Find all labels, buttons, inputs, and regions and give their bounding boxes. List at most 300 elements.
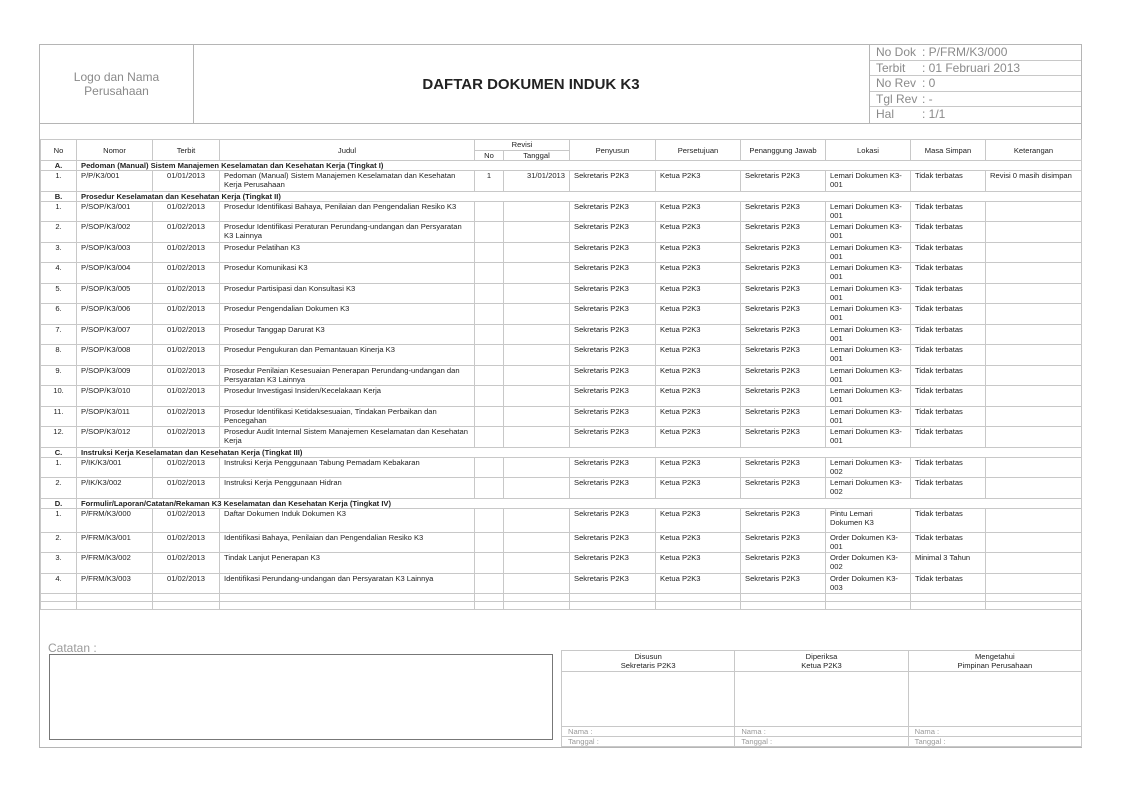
row-persetujuan: Ketua P2K3 <box>656 573 741 594</box>
row-terbit: 01/02/2013 <box>153 532 220 553</box>
row-penanggung-jawab: Sekretaris P2K3 <box>741 304 826 325</box>
row-penanggung-jawab: Sekretaris P2K3 <box>741 457 826 478</box>
col-header-persetujuan: Persetujuan <box>656 140 741 161</box>
row-no: 4. <box>41 573 77 594</box>
col-header-terbit: Terbit <box>153 140 220 161</box>
row-terbit: 01/02/2013 <box>153 324 220 345</box>
row-penanggung-jawab: Sekretaris P2K3 <box>741 478 826 499</box>
empty-cell <box>911 594 986 602</box>
row-revisi-no <box>475 508 504 532</box>
row-revisi-tanggal <box>504 242 570 263</box>
row-persetujuan: Ketua P2K3 <box>656 345 741 366</box>
row-keterangan <box>986 324 1082 345</box>
row-judul: Identifikasi Bahaya, Penilaian dan Pengendalian Resiko K3 <box>220 532 475 553</box>
signature-tanggal-label: Tanggal : <box>735 737 908 747</box>
row-masa-simpan: Tidak terbatas <box>911 406 986 427</box>
section-code: D. <box>41 498 77 508</box>
row-penanggung-jawab: Sekretaris P2K3 <box>741 242 826 263</box>
row-judul: Prosedur Tanggap Darurat K3 <box>220 324 475 345</box>
row-terbit: 01/02/2013 <box>153 478 220 499</box>
row-revisi-no <box>475 304 504 325</box>
row-terbit: 01/02/2013 <box>153 553 220 574</box>
row-judul: Identifikasi Perundang-undangan dan Persyaratan K3 Lainnya <box>220 573 475 594</box>
row-no: 2. <box>41 478 77 499</box>
row-nomor: P/SOP/K3/011 <box>77 406 153 427</box>
row-judul: Prosedur Identifikasi Peraturan Perundang-undangan dan Persyaratan K3 Lainnya <box>220 222 475 243</box>
row-penyusun: Sekretaris P2K3 <box>570 283 656 304</box>
row-revisi-tanggal <box>504 406 570 427</box>
row-keterangan <box>986 573 1082 594</box>
table-row <box>41 263 1082 284</box>
signature-header-row <box>562 651 1082 672</box>
table-header-row <box>41 140 1082 151</box>
empty-cell <box>475 602 504 610</box>
catatan-box[interactable] <box>49 654 553 740</box>
signature-space-row <box>562 672 1082 727</box>
empty-cell <box>41 594 77 602</box>
empty-row <box>41 602 1082 610</box>
row-terbit: 01/02/2013 <box>153 573 220 594</box>
row-masa-simpan: Tidak terbatas <box>911 222 986 243</box>
document-info <box>870 45 1081 123</box>
row-persetujuan: Ketua P2K3 <box>656 304 741 325</box>
row-persetujuan: Ketua P2K3 <box>656 263 741 284</box>
row-judul: Prosedur Komunikasi K3 <box>220 263 475 284</box>
empty-cell <box>656 602 741 610</box>
table-row <box>41 283 1082 304</box>
section-title: Prosedur Keselamatan dan Kesehatan Kerja (Tingkat II) <box>77 191 1082 201</box>
row-masa-simpan: Tidak terbatas <box>911 304 986 325</box>
row-penanggung-jawab: Sekretaris P2K3 <box>741 222 826 243</box>
row-judul: Prosedur Identifikasi Bahaya, Penilaian dan Pengendalian Resiko K3 <box>220 201 475 222</box>
row-lokasi: Lemari Dokumen K3-001 <box>826 263 911 284</box>
empty-cell <box>570 594 656 602</box>
row-persetujuan: Ketua P2K3 <box>656 457 741 478</box>
row-lokasi: Lemari Dokumen K3-001 <box>826 283 911 304</box>
col-header-revisi: Revisi <box>475 140 570 151</box>
row-lokasi: Lemari Dokumen K3-001 <box>826 365 911 386</box>
row-lokasi: Lemari Dokumen K3-001 <box>826 324 911 345</box>
row-revisi-tanggal <box>504 222 570 243</box>
row-persetujuan: Ketua P2K3 <box>656 324 741 345</box>
doc-info-row <box>870 61 1081 77</box>
row-nomor: P/SOP/K3/007 <box>77 324 153 345</box>
row-keterangan <box>986 345 1082 366</box>
row-revisi-tanggal <box>504 304 570 325</box>
row-penyusun: Sekretaris P2K3 <box>570 201 656 222</box>
doc-info-value: : P/FRM/K3/000 <box>922 45 1008 59</box>
row-nomor: P/SOP/K3/002 <box>77 222 153 243</box>
row-persetujuan: Ketua P2K3 <box>656 386 741 407</box>
row-terbit: 01/02/2013 <box>153 242 220 263</box>
col-header-lokasi: Lokasi <box>826 140 911 161</box>
signature-space[interactable] <box>908 672 1081 727</box>
table-row <box>41 242 1082 263</box>
doc-info-key: No Rev <box>876 76 917 91</box>
table-row <box>41 457 1082 478</box>
row-penyusun: Sekretaris P2K3 <box>570 508 656 532</box>
section-header-row <box>41 498 1082 508</box>
row-revisi-no <box>475 201 504 222</box>
row-revisi-no <box>475 345 504 366</box>
row-penyusun: Sekretaris P2K3 <box>570 427 656 448</box>
row-terbit: 01/02/2013 <box>153 406 220 427</box>
col-header-judul: Judul <box>220 140 475 161</box>
catatan-label: Catatan : <box>48 641 97 655</box>
row-no: 2. <box>41 222 77 243</box>
section-header-row <box>41 447 1082 457</box>
row-judul: Prosedur Audit Internal Sistem Manajemen Keselamatan dan Kesehatan Kerja <box>220 427 475 448</box>
doc-info-value: : - <box>922 91 933 106</box>
row-terbit: 01/02/2013 <box>153 365 220 386</box>
row-penanggung-jawab: Sekretaris P2K3 <box>741 345 826 366</box>
row-penyusun: Sekretaris P2K3 <box>570 242 656 263</box>
row-penanggung-jawab: Sekretaris P2K3 <box>741 427 826 448</box>
row-penanggung-jawab: Sekretaris P2K3 <box>741 263 826 284</box>
signature-tanggal-label: Tanggal : <box>908 737 1081 747</box>
row-lokasi: Order Dokumen K3-003 <box>826 573 911 594</box>
table-row <box>41 427 1082 448</box>
empty-cell <box>826 602 911 610</box>
section-header-row <box>41 191 1082 201</box>
row-penanggung-jawab: Sekretaris P2K3 <box>741 553 826 574</box>
row-masa-simpan: Tidak terbatas <box>911 324 986 345</box>
empty-cell <box>153 602 220 610</box>
table-row <box>41 386 1082 407</box>
row-keterangan <box>986 386 1082 407</box>
row-revisi-tanggal <box>504 573 570 594</box>
row-keterangan <box>986 201 1082 222</box>
row-nomor: P/FRM/K3/001 <box>77 532 153 553</box>
row-nomor: P/IK/K3/001 <box>77 457 153 478</box>
row-penanggung-jawab: Sekretaris P2K3 <box>741 532 826 553</box>
row-masa-simpan: Tidak terbatas <box>911 532 986 553</box>
row-lokasi: Pintu Lemari Dokumen K3 <box>826 508 911 532</box>
signature-name: Sekretaris P2K3 <box>620 661 676 670</box>
row-masa-simpan: Tidak terbatas <box>911 242 986 263</box>
row-revisi-no <box>475 532 504 553</box>
row-judul: Prosedur Pelatihan K3 <box>220 242 475 263</box>
row-penyusun: Sekretaris P2K3 <box>570 457 656 478</box>
table-row <box>41 573 1082 594</box>
row-revisi-no <box>475 406 504 427</box>
signature-nama-row <box>562 727 1082 737</box>
table-row <box>41 201 1082 222</box>
signature-space[interactable] <box>562 672 735 727</box>
signature-name: Pimpinan Perusahaan <box>957 661 1033 670</box>
row-penyusun: Sekretaris P2K3 <box>570 304 656 325</box>
doc-info-key: Terbit <box>876 60 906 75</box>
row-nomor: P/IK/K3/002 <box>77 478 153 499</box>
row-judul: Prosedur Pengukuran dan Pemantauan Kinerja K3 <box>220 345 475 366</box>
row-penyusun: Sekretaris P2K3 <box>570 365 656 386</box>
signature-table <box>561 650 1082 747</box>
row-persetujuan: Ketua P2K3 <box>656 222 741 243</box>
section-code: B. <box>41 191 77 201</box>
row-no: 12. <box>41 427 77 448</box>
row-revisi-no <box>475 263 504 284</box>
row-keterangan <box>986 406 1082 427</box>
table-row <box>41 508 1082 532</box>
doc-info-value: : 0 <box>922 76 936 91</box>
row-judul: Tindak Lanjut Penerapan K3 <box>220 553 475 574</box>
empty-row <box>41 594 1082 602</box>
table-body <box>41 161 1082 610</box>
row-revisi-no <box>475 427 504 448</box>
doc-info-value: : 01 Februari 2013 <box>922 60 1021 75</box>
row-persetujuan: Ketua P2K3 <box>656 427 741 448</box>
signature-header-mengetahui <box>908 651 1081 672</box>
col-header-no: No <box>41 140 77 161</box>
row-no: 4. <box>41 263 77 284</box>
row-masa-simpan: Tidak terbatas <box>911 283 986 304</box>
empty-cell <box>741 602 826 610</box>
col-header-revisi-tanggal: Tanggal <box>504 150 570 161</box>
row-keterangan <box>986 365 1082 386</box>
row-revisi-tanggal <box>504 508 570 532</box>
row-judul: Daftar Dokumen Induk Dokumen K3 <box>220 508 475 532</box>
row-revisi-no <box>475 457 504 478</box>
empty-cell <box>220 602 475 610</box>
row-penyusun: Sekretaris P2K3 <box>570 553 656 574</box>
row-nomor: P/P/K3/001 <box>77 171 153 192</box>
empty-cell <box>986 594 1082 602</box>
row-revisi-no <box>475 386 504 407</box>
row-masa-simpan: Tidak terbatas <box>911 508 986 532</box>
row-keterangan <box>986 263 1082 284</box>
table-row <box>41 553 1082 574</box>
row-nomor: P/SOP/K3/010 <box>77 386 153 407</box>
row-keterangan: Revisi 0 masih disimpan <box>986 171 1082 192</box>
row-revisi-no <box>475 324 504 345</box>
row-nomor: P/SOP/K3/009 <box>77 365 153 386</box>
row-lokasi: Lemari Dokumen K3-001 <box>826 427 911 448</box>
table-row <box>41 532 1082 553</box>
row-penyusun: Sekretaris P2K3 <box>570 478 656 499</box>
row-persetujuan: Ketua P2K3 <box>656 532 741 553</box>
row-keterangan <box>986 242 1082 263</box>
row-lokasi: Lemari Dokumen K3-001 <box>826 345 911 366</box>
signature-header-diperiksa <box>735 651 908 672</box>
row-nomor: P/FRM/K3/003 <box>77 573 153 594</box>
row-lokasi: Lemari Dokumen K3-001 <box>826 386 911 407</box>
row-no: 8. <box>41 345 77 366</box>
row-masa-simpan: Minimal 3 Tahun <box>911 553 986 574</box>
signature-tanggal-row <box>562 737 1082 747</box>
row-revisi-tanggal <box>504 532 570 553</box>
row-lokasi: Lemari Dokumen K3-001 <box>826 242 911 263</box>
table-row <box>41 406 1082 427</box>
row-nomor: P/SOP/K3/008 <box>77 345 153 366</box>
row-revisi-tanggal <box>504 386 570 407</box>
empty-cell <box>77 602 153 610</box>
signature-nama-label: Nama : <box>562 727 735 737</box>
row-revisi-tanggal <box>504 457 570 478</box>
row-persetujuan: Ketua P2K3 <box>656 406 741 427</box>
row-keterangan <box>986 553 1082 574</box>
row-terbit: 01/02/2013 <box>153 222 220 243</box>
row-keterangan <box>986 532 1082 553</box>
row-judul: Prosedur Pengendalian Dokumen K3 <box>220 304 475 325</box>
row-persetujuan: Ketua P2K3 <box>656 365 741 386</box>
row-penyusun: Sekretaris P2K3 <box>570 532 656 553</box>
col-header-penanggung-jawab: Penanggung Jawab <box>741 140 826 161</box>
col-header-penyusun: Penyusun <box>570 140 656 161</box>
empty-cell <box>504 602 570 610</box>
row-masa-simpan: Tidak terbatas <box>911 457 986 478</box>
document-header <box>40 45 1081 124</box>
table-row <box>41 304 1082 325</box>
row-penyusun: Sekretaris P2K3 <box>570 171 656 192</box>
signature-tanggal-label: Tanggal : <box>562 737 735 747</box>
row-masa-simpan: Tidak terbatas <box>911 171 986 192</box>
row-penyusun: Sekretaris P2K3 <box>570 222 656 243</box>
doc-info-value: : 1/1 <box>922 107 946 122</box>
col-header-revisi-no: No <box>475 150 504 161</box>
row-no: 1. <box>41 508 77 532</box>
row-persetujuan: Ketua P2K3 <box>656 478 741 499</box>
table-row <box>41 222 1082 243</box>
col-header-masa-simpan: Masa Simpan <box>911 140 986 161</box>
doc-info-row <box>870 45 1081 61</box>
empty-cell <box>153 594 220 602</box>
section-code: C. <box>41 447 77 457</box>
row-revisi-tanggal <box>504 427 570 448</box>
row-revisi-tanggal <box>504 263 570 284</box>
signature-header-disusun <box>562 651 735 672</box>
row-lokasi: Order Dokumen K3-002 <box>826 553 911 574</box>
row-masa-simpan: Tidak terbatas <box>911 201 986 222</box>
row-keterangan <box>986 457 1082 478</box>
signature-role: Diperiksa <box>805 652 838 661</box>
row-penyusun: Sekretaris P2K3 <box>570 345 656 366</box>
signature-role: Mengetahui <box>974 652 1015 661</box>
row-revisi-tanggal: 31/01/2013 <box>504 171 570 192</box>
row-lokasi: Lemari Dokumen K3-001 <box>826 304 911 325</box>
row-judul: Prosedur Identifikasi Ketidaksesuaian, Tindakan Perbaikan dan Pencegahan <box>220 406 475 427</box>
row-nomor: P/SOP/K3/012 <box>77 427 153 448</box>
row-masa-simpan: Tidak terbatas <box>911 478 986 499</box>
empty-cell <box>986 602 1082 610</box>
row-revisi-tanggal <box>504 201 570 222</box>
section-code: A. <box>41 161 77 171</box>
row-judul: Instruksi Kerja Penggunaan Hidran <box>220 478 475 499</box>
row-terbit: 01/02/2013 <box>153 201 220 222</box>
row-masa-simpan: Tidak terbatas <box>911 365 986 386</box>
empty-cell <box>504 594 570 602</box>
col-header-nomor: Nomor <box>77 140 153 161</box>
row-nomor: P/SOP/K3/006 <box>77 304 153 325</box>
row-judul: Pedoman (Manual) Sistem Manajemen Keselamatan dan Kesehatan Kerja Perusahaan <box>220 171 475 192</box>
row-masa-simpan: Tidak terbatas <box>911 263 986 284</box>
signature-nama-label: Nama : <box>735 727 908 737</box>
row-penyusun: Sekretaris P2K3 <box>570 324 656 345</box>
table-row <box>41 478 1082 499</box>
row-revisi-tanggal <box>504 365 570 386</box>
row-revisi-tanggal <box>504 324 570 345</box>
empty-cell <box>475 594 504 602</box>
row-lokasi: Lemari Dokumen K3-001 <box>826 201 911 222</box>
empty-cell <box>77 594 153 602</box>
row-penanggung-jawab: Sekretaris P2K3 <box>741 386 826 407</box>
row-no: 10. <box>41 386 77 407</box>
row-no: 2. <box>41 532 77 553</box>
table-row <box>41 365 1082 386</box>
row-keterangan <box>986 427 1082 448</box>
row-terbit: 01/01/2013 <box>153 171 220 192</box>
row-persetujuan: Ketua P2K3 <box>656 283 741 304</box>
row-persetujuan: Ketua P2K3 <box>656 553 741 574</box>
row-revisi-no <box>475 242 504 263</box>
row-nomor: P/SOP/K3/003 <box>77 242 153 263</box>
row-keterangan <box>986 304 1082 325</box>
row-no: 1. <box>41 201 77 222</box>
row-revisi-no <box>475 573 504 594</box>
row-masa-simpan: Tidak terbatas <box>911 573 986 594</box>
row-persetujuan: Ketua P2K3 <box>656 242 741 263</box>
row-revisi-no <box>475 283 504 304</box>
row-lokasi: Lemari Dokumen K3-001 <box>826 222 911 243</box>
row-persetujuan: Ketua P2K3 <box>656 171 741 192</box>
row-lokasi: Order Dokumen K3-001 <box>826 532 911 553</box>
empty-cell <box>826 594 911 602</box>
row-nomor: P/SOP/K3/004 <box>77 263 153 284</box>
table-row <box>41 171 1082 192</box>
row-penyusun: Sekretaris P2K3 <box>570 573 656 594</box>
row-persetujuan: Ketua P2K3 <box>656 201 741 222</box>
row-no: 7. <box>41 324 77 345</box>
company-logo-placeholder: Logo dan Nama Perusahaan <box>40 45 194 123</box>
row-no: 1. <box>41 457 77 478</box>
row-terbit: 01/02/2013 <box>153 304 220 325</box>
row-keterangan <box>986 283 1082 304</box>
document-frame <box>39 44 1082 748</box>
row-judul: Prosedur Partisipasi dan Konsultasi K3 <box>220 283 475 304</box>
row-penyusun: Sekretaris P2K3 <box>570 263 656 284</box>
row-judul: Instruksi Kerja Penggunaan Tabung Pemadam Kebakaran <box>220 457 475 478</box>
row-revisi-no <box>475 222 504 243</box>
signature-space[interactable] <box>735 672 908 727</box>
empty-cell <box>656 594 741 602</box>
signature-nama-label: Nama : <box>908 727 1081 737</box>
empty-cell <box>570 602 656 610</box>
row-keterangan <box>986 222 1082 243</box>
row-lokasi: Lemari Dokumen K3-001 <box>826 406 911 427</box>
row-no: 1. <box>41 171 77 192</box>
row-penanggung-jawab: Sekretaris P2K3 <box>741 171 826 192</box>
doc-info-key: Hal <box>876 107 895 122</box>
row-keterangan <box>986 478 1082 499</box>
row-revisi-tanggal <box>504 553 570 574</box>
row-revisi-tanggal <box>504 478 570 499</box>
signature-role: Disusun <box>634 652 662 661</box>
row-judul: Prosedur Penilaian Kesesuaian Penerapan Perundang-undangan dan Persyaratan K3 Lainnya <box>220 365 475 386</box>
row-judul: Prosedur Investigasi Insiden/Kecelakaan Kerja <box>220 386 475 407</box>
row-no: 3. <box>41 553 77 574</box>
row-penanggung-jawab: Sekretaris P2K3 <box>741 201 826 222</box>
row-terbit: 01/02/2013 <box>153 427 220 448</box>
empty-cell <box>911 602 986 610</box>
row-no: 9. <box>41 365 77 386</box>
row-revisi-no <box>475 553 504 574</box>
section-title: Instruksi Kerja Keselamatan dan Kesehatan Kerja (Tingkat III) <box>77 447 1082 457</box>
row-terbit: 01/02/2013 <box>153 457 220 478</box>
doc-info-row <box>870 92 1081 108</box>
row-keterangan <box>986 508 1082 532</box>
doc-info-key: No Dok <box>876 45 917 59</box>
header-spacer-row <box>40 123 1081 140</box>
row-terbit: 01/02/2013 <box>153 508 220 532</box>
